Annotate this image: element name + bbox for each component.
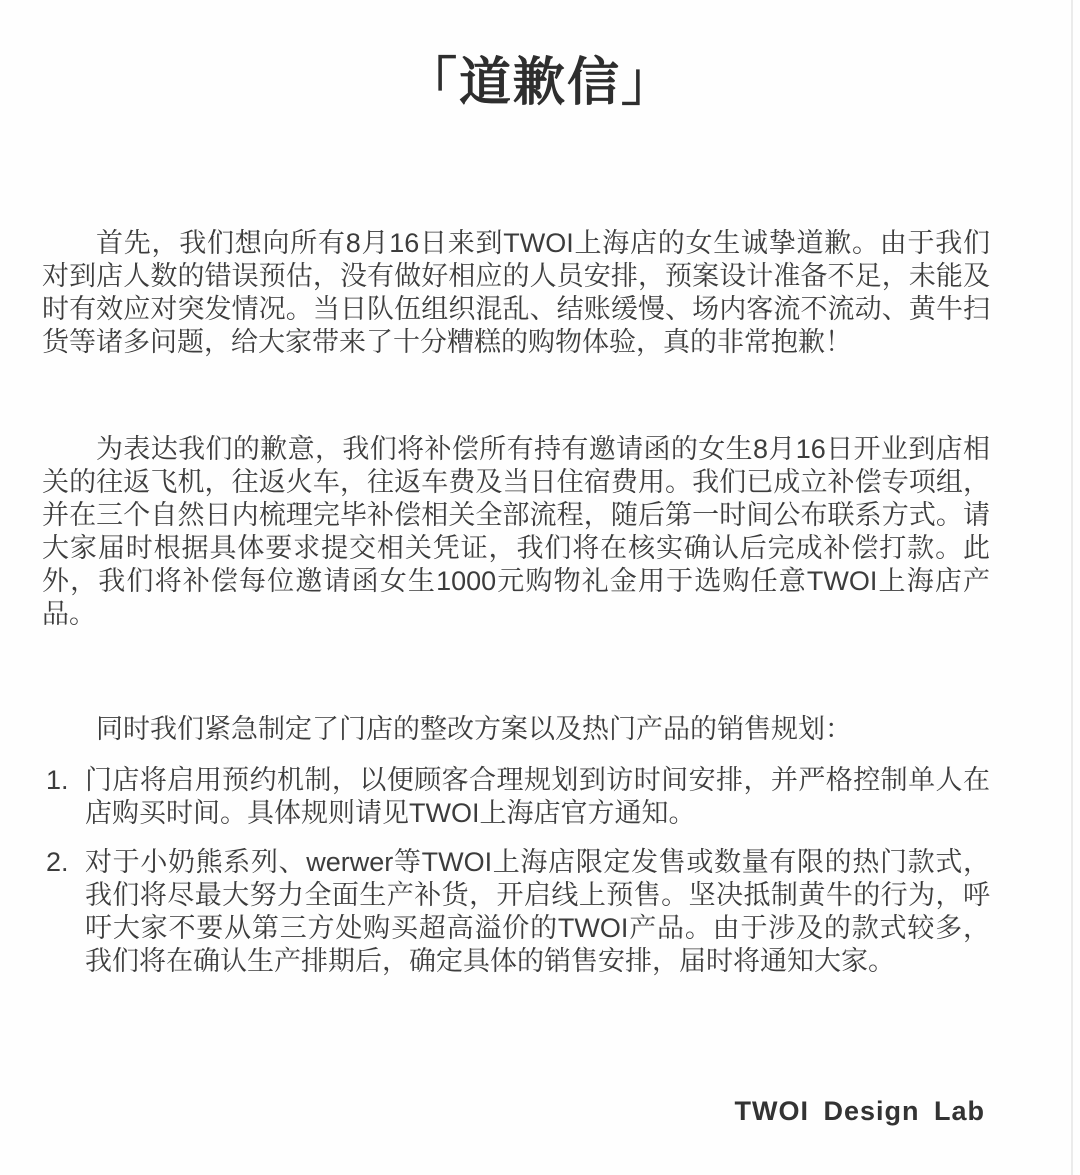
list-item-number: 2. [46, 847, 69, 877]
plan-intro-paragraph: 同时我们紧急制定了门店的整改方案以及热门产品的销售规划： [96, 714, 852, 744]
apology-paragraph: 首先，我们想向所有8月16日来到TWOI上海店的女生诚挚道歉。由于我们对到店人数的错误预估，没有做好相应的人员安排，预案设计准备不足，未能及时有效应对突发情况。当日队伍组织混乱、结账缓慢、场内客流不流动、黄牛扫货等诸多问题，给大家带来了十分糟糕的购物体验，真的非常抱歉！ [42, 228, 990, 357]
list-item-text: 门店将启用预约机制，以便顾客合理规划到访时间安排，并严格控制单人在店购买时间。具体规则请见TWOI上海店官方通知。 [85, 765, 990, 828]
page-edge-divider [1071, 0, 1073, 1175]
list-item-text: 对于小奶熊系列、werwer等TWOI上海店限定发售或数量有限的热门款式，我们将尽最大努力全面生产补货，开启线上预售。坚决抵制黄牛的行为，呼吁大家不要从第三方处购买超高溢价的TWOI产品。由于涉及的款式较多，我们将在确认生产排期后，确定具体的销售安排，届时将通知大家。 [85, 847, 990, 976]
list-item [42, 764, 990, 830]
company-signature: TWOI Design Lab [734, 1096, 985, 1126]
compensation-paragraph: 为表达我们的歉意，我们将补偿所有持有邀请函的女生8月16日开业到店相关的往返飞机，往返火车，往返车费及当日住宿费用。我们已成立补偿专项组，并在三个自然日内梳理完毕补偿相关全部流程，随后第一时间公布联系方式。请大家届时根据具体要求提交相关凭证，我们将在核实确认后完成补偿打款。此外，我们将补偿每位邀请函女生1000元购物礼金用于选购任意TWOI上海店产品。 [42, 434, 990, 629]
list-item [42, 846, 990, 978]
list-item-number: 1. [46, 765, 69, 795]
plan-list [42, 764, 990, 978]
page-title: 「道歉信」 [404, 54, 675, 112]
letter-body [42, 227, 990, 978]
